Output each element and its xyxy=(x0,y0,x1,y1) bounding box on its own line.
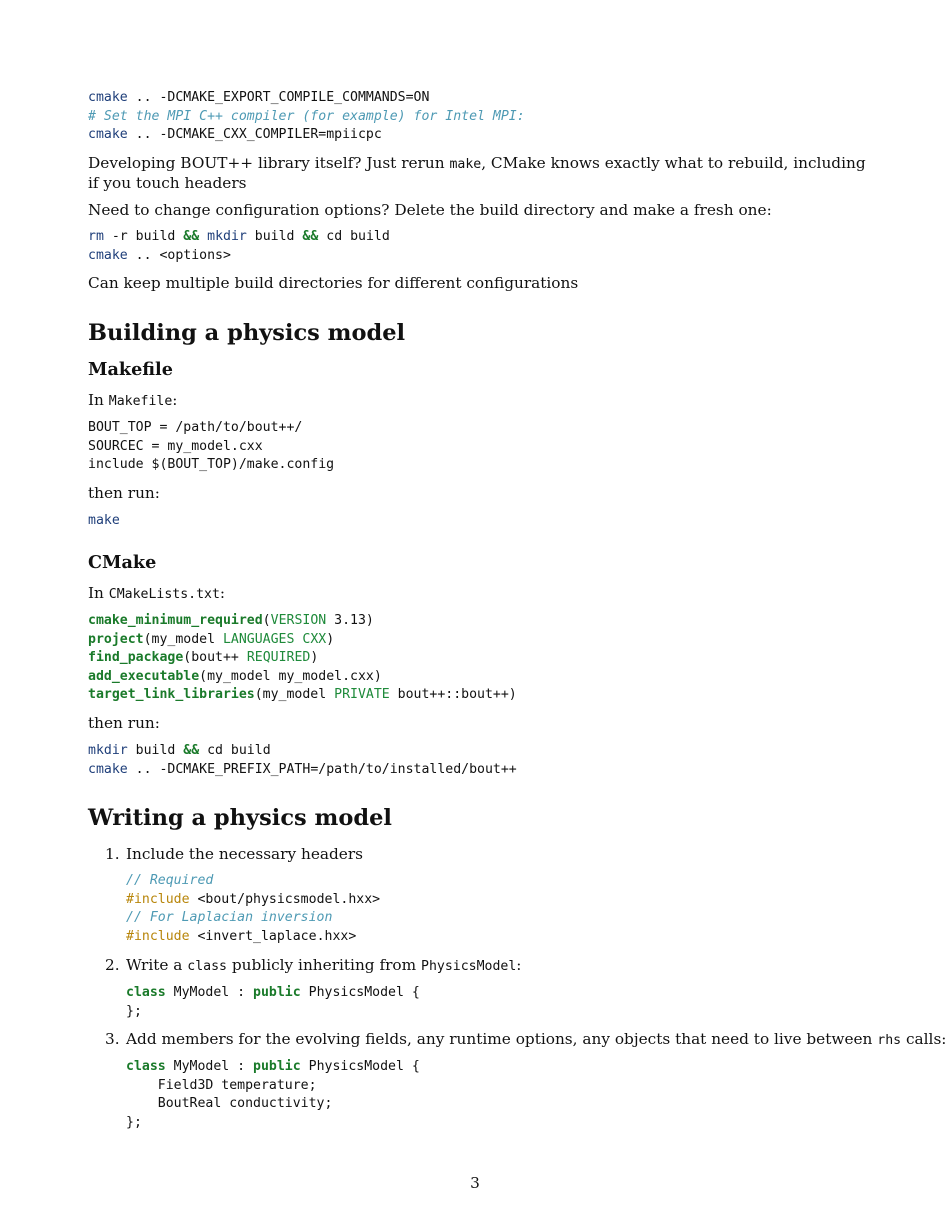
code-text: MyModel : xyxy=(165,1059,254,1074)
list-number: 2. xyxy=(105,956,120,974)
step-text: Include the necessary headers xyxy=(126,845,364,863)
code-text xyxy=(199,229,207,244)
function-token: add_executable xyxy=(88,668,200,684)
text: Write a xyxy=(126,956,188,974)
code-comment: # Set the MPI C++ compiler (for example) for Intel MPI: xyxy=(88,108,525,124)
code-text: (my_model my_model.cxx) xyxy=(199,668,382,684)
argument-token: REQUIRED xyxy=(246,650,311,666)
section-title-writing: Writing a physics model xyxy=(88,805,392,831)
paragraph-rebuild xyxy=(88,154,868,192)
text: publicly inheriting from xyxy=(227,956,421,974)
code-line: BOUT_TOP = /path/to/bout++/ xyxy=(88,420,303,435)
page-number: 3 xyxy=(470,1174,480,1192)
inline-code: class xyxy=(187,959,227,974)
paragraph-makefile-intro xyxy=(88,391,177,411)
cmd-token: cmake xyxy=(88,761,128,777)
code-text: ) xyxy=(326,631,335,647)
paragraph-cmake-intro xyxy=(88,584,225,604)
code-block-makefile xyxy=(88,419,334,475)
cmd-token: cmake xyxy=(88,247,128,263)
section-title-building: Building a physics model xyxy=(88,320,406,346)
text: : xyxy=(219,584,226,602)
code-comment: // For Laplacian inversion xyxy=(126,910,333,926)
code-block-includes xyxy=(126,872,380,946)
code-block-make xyxy=(88,512,120,531)
code-text: (my_model xyxy=(254,687,335,703)
text: , CMake knows exactly what to rebuild, including if you touch headers xyxy=(88,154,866,192)
code-text: bout++::bout++) xyxy=(389,687,517,703)
inline-code: rhs xyxy=(877,1033,902,1048)
code-text: PhysicsModel { xyxy=(300,1059,420,1074)
argument-token: LANGUAGES CXX xyxy=(222,631,327,647)
code-block-fresh-build xyxy=(88,228,390,265)
code-text: -r build xyxy=(103,229,184,244)
code-text: (my_model xyxy=(143,631,223,647)
code-text: cd build xyxy=(318,229,390,244)
cmd-token: mkdir xyxy=(207,229,247,244)
keyword-token: class xyxy=(126,985,166,1000)
keyword-token: public xyxy=(253,1059,301,1074)
cmd-token: cmake xyxy=(88,127,128,143)
inline-code: make xyxy=(449,157,482,172)
paragraph-then-run: then run: xyxy=(88,484,160,502)
code-line: SOURCEC = my_model.cxx xyxy=(88,438,263,454)
subsection-title-makefile: Makefile xyxy=(88,359,173,380)
code-text: }; xyxy=(126,1003,142,1019)
code-block-class-members xyxy=(126,1058,420,1132)
cmd-token: mkdir xyxy=(88,743,128,758)
cmd-token: cmake xyxy=(88,90,128,105)
text: Developing BOUT++ library itself? Just rerun xyxy=(88,154,450,172)
preprocessor-token: #include xyxy=(126,928,190,944)
paragraph-then-run: then run: xyxy=(88,714,160,732)
code-text: ( xyxy=(262,613,271,628)
code-text: build xyxy=(127,743,184,758)
step-text xyxy=(126,956,521,976)
code-text: <bout/physicsmodel.hxx> xyxy=(189,891,381,907)
code-text: Field3D temperature; xyxy=(126,1077,317,1093)
text: : xyxy=(172,391,178,409)
subsection-title-cmake: CMake xyxy=(88,552,157,573)
list-number: 3. xyxy=(105,1030,120,1048)
argument-token: VERSION xyxy=(270,613,327,628)
operator-token: && xyxy=(302,229,319,244)
step-text xyxy=(126,1030,946,1050)
preprocessor-token: #include xyxy=(126,891,190,907)
code-text: cd build xyxy=(199,743,271,758)
code-text: .. -DCMAKE_EXPORT_COMPILE_COMMANDS=ON xyxy=(127,90,430,105)
code-text: .. -DCMAKE_PREFIX_PATH=/path/to/installed/bout++ xyxy=(127,761,517,777)
code-text: .. -DCMAKE_CXX_COMPILER=mpiicpc xyxy=(127,127,382,143)
function-token: target_link_libraries xyxy=(88,687,255,703)
code-text: build xyxy=(246,229,303,244)
inline-code: Makefile xyxy=(108,394,173,409)
cmd-token: rm xyxy=(88,229,104,244)
code-block-cmake-build xyxy=(88,742,517,779)
argument-token: PRIVATE xyxy=(334,687,390,703)
list-number: 1. xyxy=(105,845,120,863)
code-text: (bout++ xyxy=(183,650,247,666)
code-text: }; xyxy=(126,1114,142,1130)
paragraph-config-options: Need to change configuration options? Delete the build directory and make a fresh one: xyxy=(88,201,772,219)
text: Add members for the evolving fields, any runtime options, any objects that need to live between xyxy=(126,1030,878,1048)
text: : xyxy=(516,956,522,974)
function-token: cmake_minimum_required xyxy=(88,613,263,628)
inline-code: PhysicsModel xyxy=(421,959,517,974)
code-block-cmakelists xyxy=(88,612,517,705)
text: In xyxy=(88,391,109,409)
code-text: .. <options> xyxy=(127,247,231,263)
keyword-token: public xyxy=(253,985,301,1000)
code-comment: // Required xyxy=(126,873,214,888)
code-text: ) xyxy=(310,650,319,666)
code-line: include $(BOUT_TOP)/make.config xyxy=(88,457,335,473)
cmd-token: make xyxy=(88,513,120,528)
code-text: PhysicsModel { xyxy=(300,985,420,1000)
code-text: BoutReal conductivity; xyxy=(126,1096,333,1112)
keyword-token: class xyxy=(126,1059,166,1074)
inline-code: CMakeLists.txt xyxy=(108,587,220,602)
code-block-class-decl xyxy=(126,984,420,1021)
code-text: <invert_laplace.hxx> xyxy=(189,928,357,944)
text: In xyxy=(88,584,109,602)
paragraph-multiple-builds: Can keep multiple build directories for different configurations xyxy=(88,274,579,292)
code-block-cmake-options xyxy=(88,89,525,145)
code-text: MyModel : xyxy=(165,985,254,1000)
text: calls: xyxy=(901,1030,947,1048)
operator-token: && xyxy=(183,229,200,244)
code-text: 3.13) xyxy=(326,613,374,628)
operator-token: && xyxy=(183,743,200,758)
function-token: find_package xyxy=(88,650,184,666)
function-token: project xyxy=(88,631,144,647)
